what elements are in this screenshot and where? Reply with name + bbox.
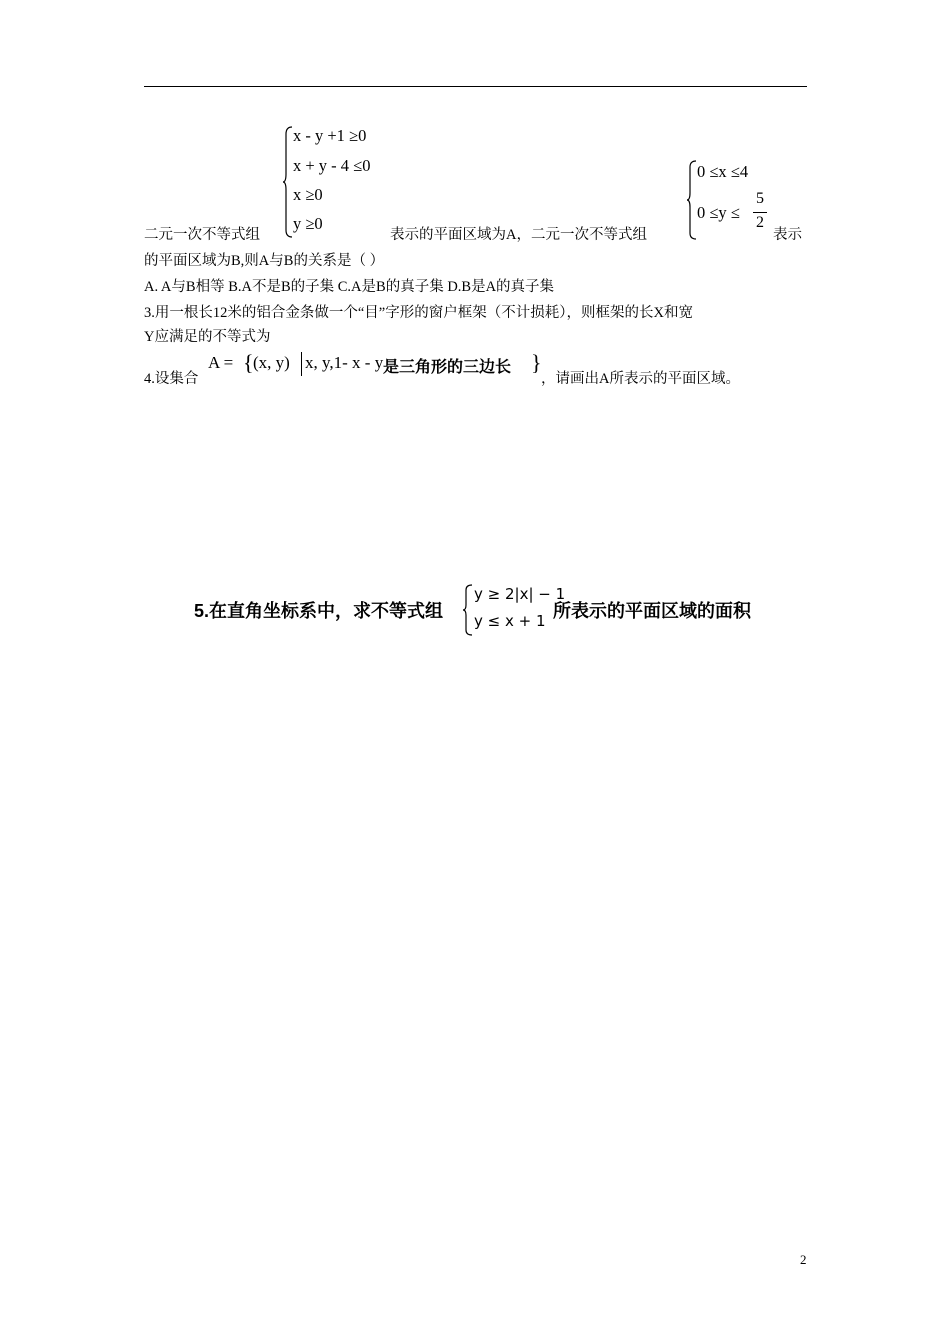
set-text: 是三角形的三边长 bbox=[383, 359, 512, 376]
problem2-options: A. A与B相等 B.A不是B的子集 C.A是B的真子集 D.B是A的真子集 bbox=[144, 279, 555, 295]
problem4-prefix: 4.设集合 bbox=[144, 371, 199, 387]
fraction-denominator: 2 bbox=[756, 214, 764, 231]
problem5-prefix: 5.在直角坐标系中，求不等式组 bbox=[194, 601, 444, 621]
problem3-line-1: 3.用一根长12米的铝合金条做一个“目”字形的窗户框架（不计损耗），则框架的长X和宽 bbox=[144, 305, 693, 321]
page-number: 2 bbox=[800, 1252, 807, 1267]
system-a-line-4: y ≥0 bbox=[293, 214, 323, 233]
inequality-system-b bbox=[687, 160, 771, 240]
problem2-text-c: 表示 bbox=[773, 227, 802, 243]
set-brace-open-icon: { bbox=[243, 350, 254, 375]
problem4-suffix: ，请画出A所表示的平面区域。 bbox=[541, 371, 740, 387]
problem5-line-2: y ≤ x + 1 bbox=[474, 612, 546, 630]
system-a-line-3: x ≥0 bbox=[293, 185, 323, 204]
set-divider bbox=[301, 352, 302, 376]
set-pair: (x, y) bbox=[253, 353, 290, 372]
system-a-line-2: x + y - 4 ≤0 bbox=[293, 156, 371, 175]
problem5-line-1: y ≥ 2|x| − 1 bbox=[474, 585, 566, 603]
system-b-line-1: 0 ≤x ≤4 bbox=[697, 162, 749, 181]
problem3-line-2: Y应满足的不等式为 bbox=[144, 329, 271, 345]
fraction-numerator: 5 bbox=[756, 190, 764, 207]
left-brace-icon bbox=[687, 160, 697, 240]
fraction-bar bbox=[753, 212, 767, 213]
header-rule bbox=[144, 86, 807, 87]
system-b-line-2: 0 ≤y ≤ bbox=[697, 203, 740, 222]
left-brace-icon bbox=[463, 584, 473, 636]
problem5-suffix: 所表示的平面区域的面积 bbox=[553, 601, 751, 621]
set-condition: x, y,1- x - y bbox=[305, 353, 384, 372]
problem2-text-a: 二元一次不等式组 bbox=[144, 227, 260, 243]
set-a-label: A = bbox=[208, 353, 234, 372]
problem2-line-2: 的平面区域为B,则A与B的关系是（ ） bbox=[144, 253, 385, 269]
set-brace-close-icon: } bbox=[531, 350, 542, 375]
problem2-text-b: 表示的平面区域为A，二元一次不等式组 bbox=[390, 227, 647, 243]
system-a-line-1: x - y +1 ≥0 bbox=[293, 126, 367, 145]
inequality-system-a bbox=[283, 126, 393, 238]
left-brace-icon bbox=[283, 126, 293, 238]
